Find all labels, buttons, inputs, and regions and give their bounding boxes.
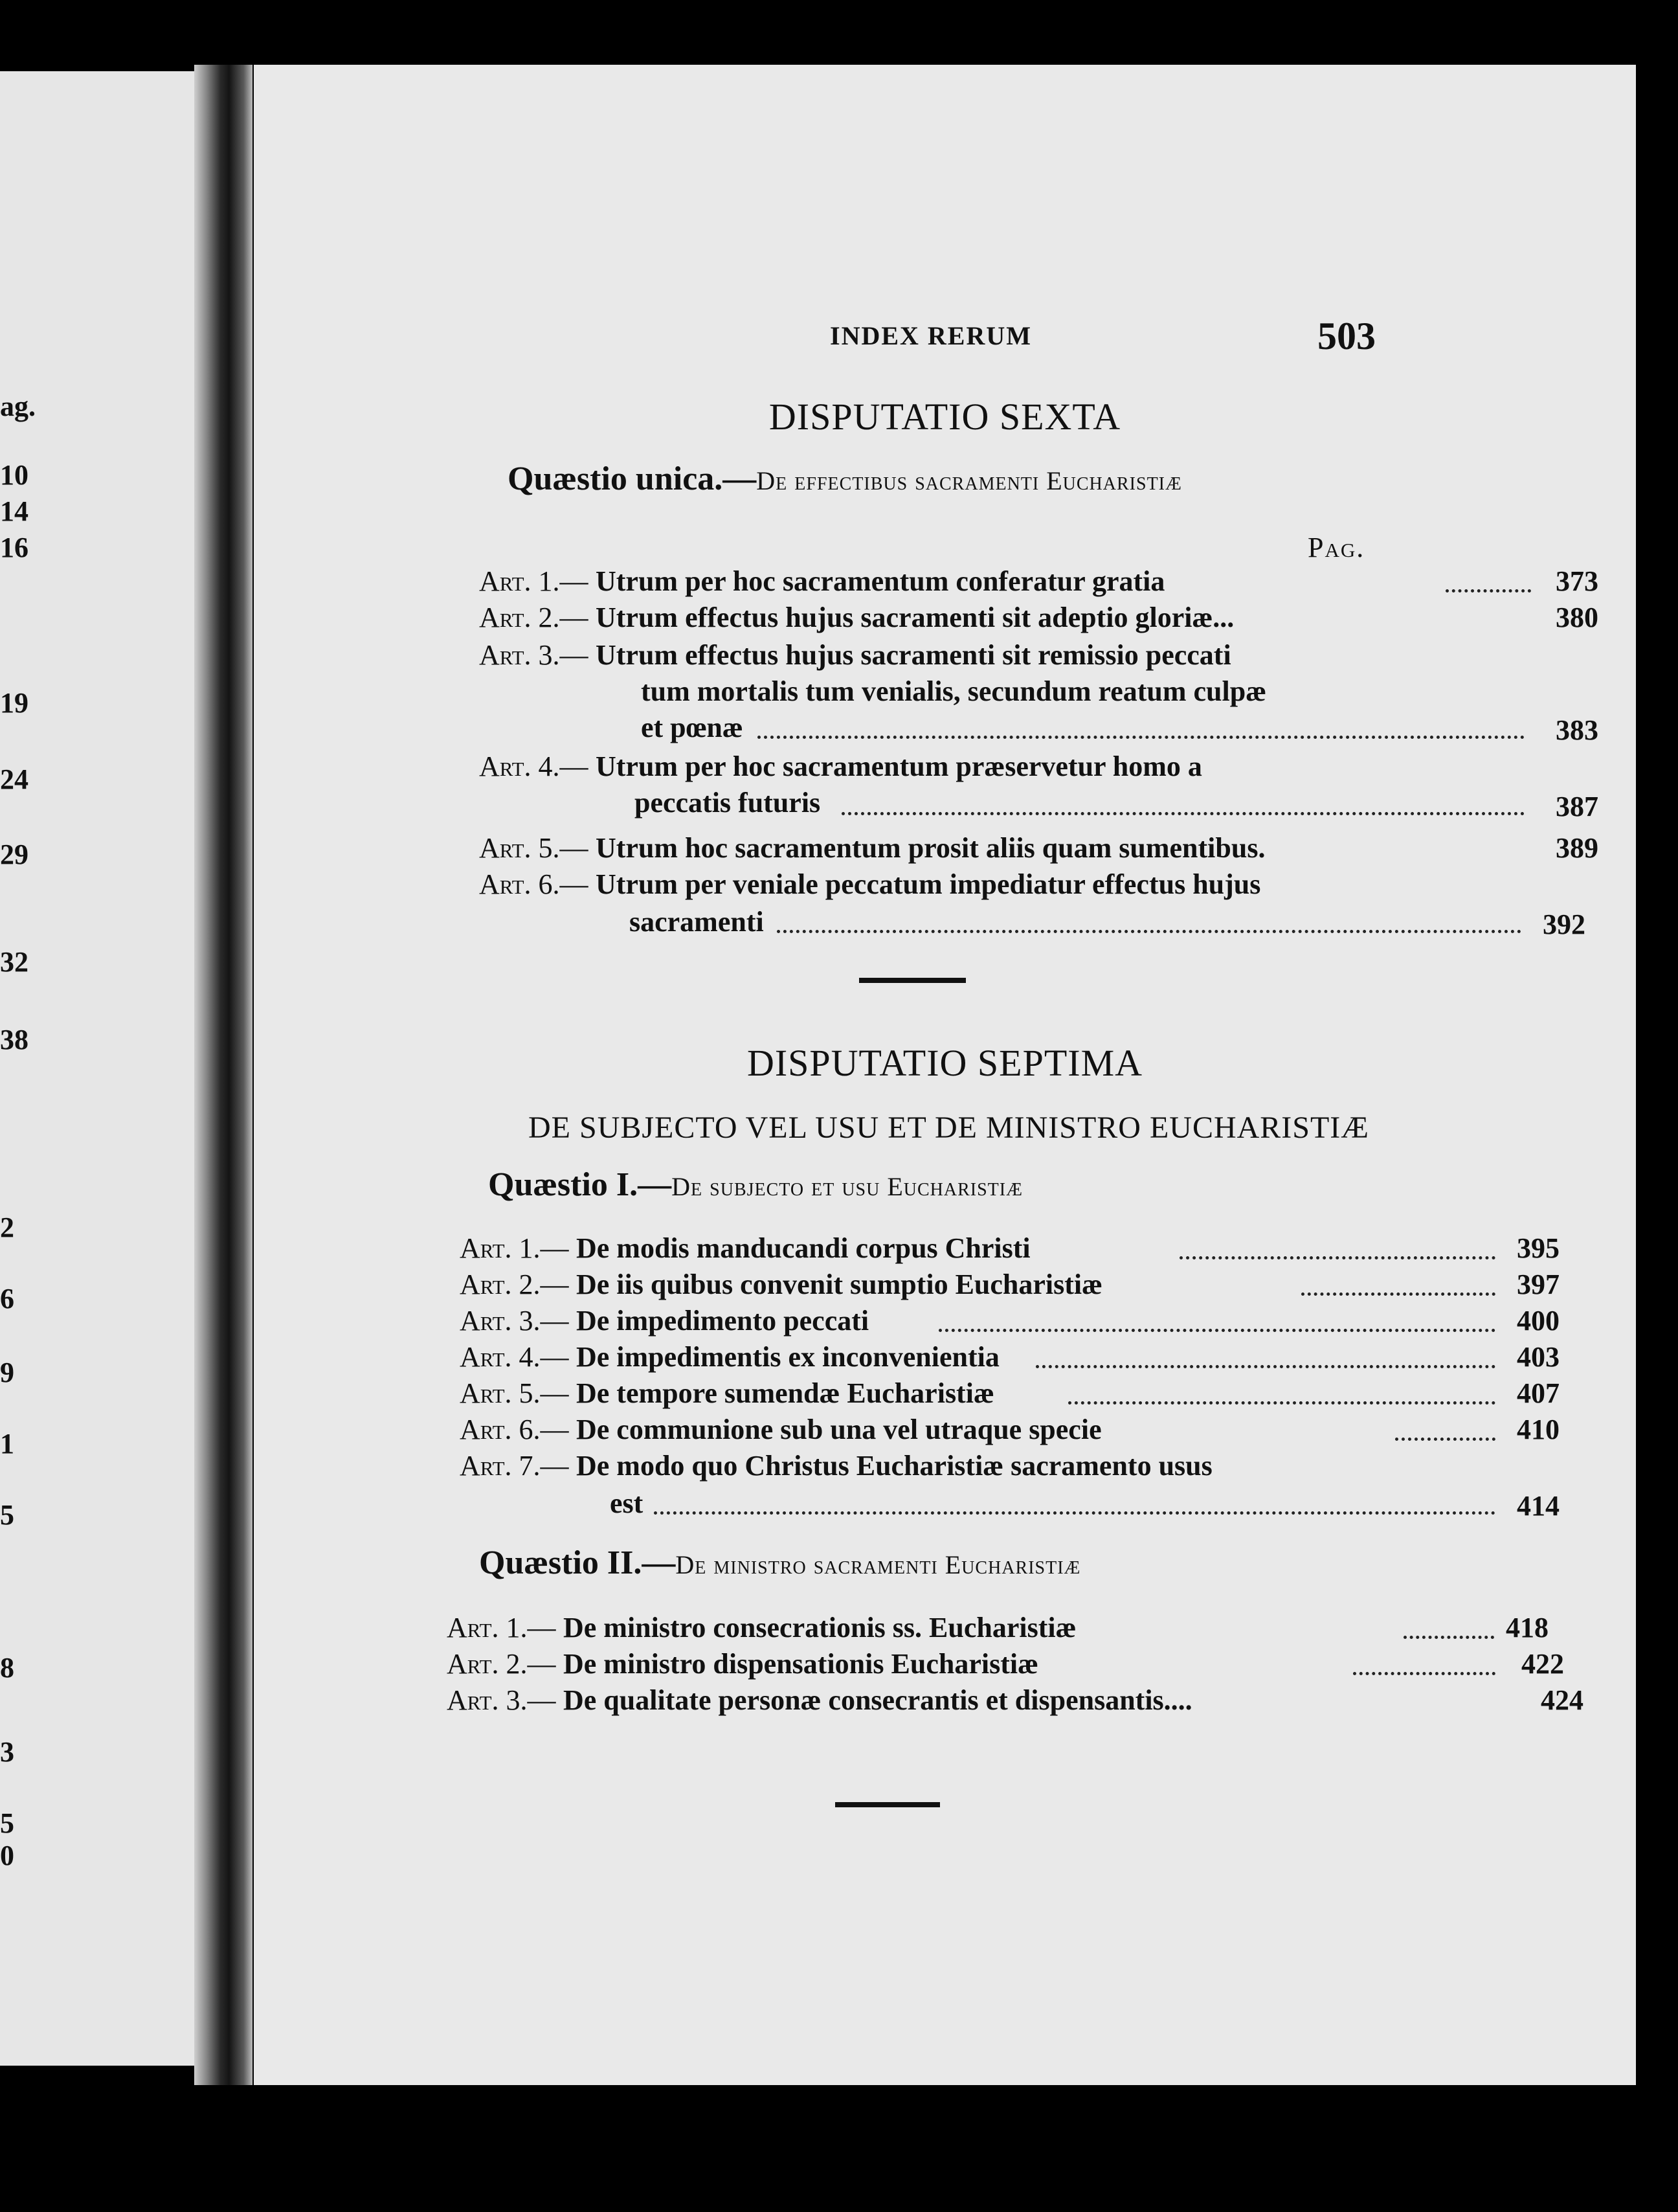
- section-divider: [835, 1802, 940, 1807]
- margin-fragment: 6: [0, 1283, 14, 1315]
- article-label: Art. 7.—: [460, 1450, 569, 1482]
- toc-entry: [447, 1646, 1593, 1685]
- quaestio-ii-heading: [479, 1544, 1080, 1582]
- toc-entry: [460, 1230, 1605, 1269]
- pag-column-label: Pag.: [1308, 532, 1365, 563]
- article-page: 395: [1517, 1232, 1560, 1264]
- toc-entry: [460, 1267, 1605, 1305]
- article-title: De ministro dispensationis Eucharistiæ: [563, 1648, 1038, 1680]
- article-label: Art. 3.—: [447, 1684, 556, 1716]
- dot-leader: [1301, 1292, 1495, 1296]
- article-page: 422: [1521, 1648, 1564, 1680]
- article-label: Art. 3.—: [479, 639, 588, 671]
- article-page: 400: [1517, 1305, 1560, 1337]
- dot-leader: [777, 930, 1521, 933]
- article-label: Art. 1.—: [479, 565, 588, 597]
- article-page: 424: [1541, 1684, 1583, 1716]
- article-label: Art. 1.—: [447, 1612, 556, 1643]
- margin-fragment: 16: [0, 532, 28, 563]
- article-title: Utrum per hoc sacramentum conferatur gratia: [596, 565, 1165, 597]
- article-page: 407: [1517, 1377, 1560, 1409]
- toc-entry: [479, 866, 1625, 951]
- article-label: Art. 1.—: [460, 1232, 569, 1264]
- article-page: 403: [1517, 1341, 1560, 1373]
- dot-leader: [939, 1329, 1495, 1332]
- quaestio-title: De effectibus sacramenti Eucharistiæ: [756, 466, 1182, 495]
- article-page: 383: [1556, 714, 1598, 746]
- margin-fragment: 2: [0, 1212, 14, 1243]
- quaestio-label: Quæstio I.—: [488, 1166, 672, 1203]
- margin-fragment: 3: [0, 1736, 14, 1768]
- article-page: 418: [1506, 1612, 1549, 1643]
- dot-leader: [1404, 1636, 1494, 1639]
- disputatio-sexta-title: DISPUTATIO SEXTA: [768, 396, 1121, 438]
- article-title: De tempore sumendæ Eucharistiæ: [576, 1377, 994, 1409]
- toc-entry: [479, 637, 1625, 754]
- article-page: 389: [1556, 832, 1598, 864]
- article-title: De iis quibus convenit sumptio Eucharistiæ: [576, 1269, 1102, 1300]
- toc-entry: [479, 830, 1625, 869]
- dot-leader: [842, 812, 1525, 815]
- article-label: Art. 5.—: [460, 1377, 569, 1409]
- toc-entry: [460, 1412, 1605, 1450]
- article-title: De impedimentis ex inconvenientia: [576, 1341, 1000, 1373]
- margin-fragment: 29: [0, 839, 28, 870]
- margin-fragment: 5: [0, 1807, 14, 1839]
- article-title-continued: peccatis futuris: [634, 787, 821, 818]
- article-label: Art. 2.—: [479, 602, 588, 633]
- margin-fragment: 32: [0, 946, 28, 978]
- article-title: De communione sub una vel utraque specie: [576, 1414, 1102, 1445]
- quaestio-unica-heading: [508, 460, 1182, 498]
- margin-fragment: 9: [0, 1357, 14, 1388]
- article-title: Utrum hoc sacramentum prosit aliis quam sumentibus.: [596, 832, 1266, 864]
- running-title: INDEX RERUM: [830, 321, 1032, 350]
- page-number: 503: [1317, 315, 1376, 357]
- dot-leader: [757, 736, 1525, 739]
- article-title-continued: et pœnæ: [641, 712, 743, 743]
- article-page: 392: [1543, 909, 1585, 940]
- quaestio-label: Quæstio unica.—: [508, 460, 757, 497]
- dot-leader: [1180, 1256, 1495, 1259]
- article-title: De qualitate personæ consecrantis et dispensantis....: [563, 1684, 1192, 1716]
- article-title: Utrum per veniale peccatum impediatur effectus hujus: [596, 868, 1261, 900]
- article-title: Utrum per hoc sacramentum præservetur homo a: [596, 751, 1202, 782]
- article-title: De ministro consecrationis ss. Eucharistiæ: [563, 1612, 1077, 1643]
- margin-fragment: 14: [0, 495, 28, 527]
- disputatio-septima-subtitle: DE SUBJECTO VEL USU ET DE MINISTRO EUCHARISTIÆ: [528, 1111, 1369, 1145]
- article-title-continued: est: [610, 1487, 643, 1519]
- article-label: Art. 6.—: [460, 1414, 569, 1445]
- article-page: 373: [1556, 565, 1598, 597]
- facing-page-edge: [0, 71, 198, 2066]
- quaestio-i-heading: [488, 1166, 1023, 1204]
- disputatio-septima-title: DISPUTATIO SEPTIMA: [746, 1042, 1143, 1084]
- article-label: Art. 4.—: [479, 751, 588, 782]
- article-page: 387: [1556, 791, 1598, 822]
- toc-entry: [447, 1610, 1593, 1649]
- article-page: 414: [1517, 1490, 1560, 1522]
- toc-entry: [460, 1303, 1605, 1342]
- dot-leader: [1395, 1438, 1495, 1441]
- article-title: Utrum effectus hujus sacramenti sit adeptio gloriæ...: [596, 602, 1235, 633]
- section-divider: [859, 978, 966, 983]
- toc-entry: [447, 1682, 1593, 1721]
- toc-entry: [479, 600, 1625, 638]
- article-label: Art. 3.—: [460, 1305, 569, 1337]
- article-page: 380: [1556, 602, 1598, 633]
- article-title: De modis manducandi corpus Christi: [576, 1232, 1031, 1264]
- article-page: 410: [1517, 1414, 1560, 1445]
- article-label: Art. 4.—: [460, 1341, 569, 1373]
- quaestio-label: Quæstio II.—: [479, 1544, 676, 1581]
- quaestio-title: De subjecto et usu Eucharistiæ: [671, 1172, 1023, 1201]
- margin-fragment: 10: [0, 459, 28, 491]
- dot-leader: [1446, 589, 1531, 592]
- book-page: [254, 65, 1636, 2085]
- article-title-continued: sacramenti: [629, 906, 764, 938]
- toc-entry: [460, 1339, 1605, 1378]
- margin-fragment: 1: [0, 1428, 14, 1460]
- margin-fragment: ag.: [0, 390, 36, 422]
- toc-entry: [479, 749, 1625, 833]
- margin-fragment: 24: [0, 763, 28, 795]
- article-title: De modo quo Christus Eucharistiæ sacramento usus: [576, 1450, 1213, 1482]
- toc-entry: [479, 563, 1625, 602]
- article-title: Utrum effectus hujus sacramenti sit remissio peccati: [596, 639, 1231, 671]
- dot-leader: [1353, 1672, 1495, 1675]
- margin-fragment: 0: [0, 1840, 14, 1871]
- margin-fragment: 8: [0, 1652, 14, 1684]
- dot-leader: [1068, 1401, 1495, 1405]
- margin-fragment: 19: [0, 687, 28, 719]
- article-label: Art. 2.—: [447, 1648, 556, 1680]
- margin-fragment: 38: [0, 1024, 28, 1055]
- article-label: Art. 5.—: [479, 832, 588, 864]
- book-spine-gutter: [194, 65, 252, 2085]
- article-label: Art. 6.—: [479, 868, 588, 900]
- article-title: De impedimento peccati: [576, 1305, 869, 1337]
- article-title-continued: tum mortalis tum venialis, secundum reatum culpæ: [641, 675, 1266, 707]
- quaestio-title: De ministro sacramenti Eucharistiæ: [675, 1550, 1081, 1579]
- dot-leader: [654, 1511, 1495, 1515]
- margin-fragment: 5: [0, 1499, 14, 1531]
- article-page: 397: [1517, 1269, 1560, 1300]
- toc-entry: [460, 1448, 1605, 1532]
- article-label: Art. 2.—: [460, 1269, 569, 1300]
- toc-entry: [460, 1375, 1605, 1414]
- dot-leader: [1036, 1365, 1495, 1368]
